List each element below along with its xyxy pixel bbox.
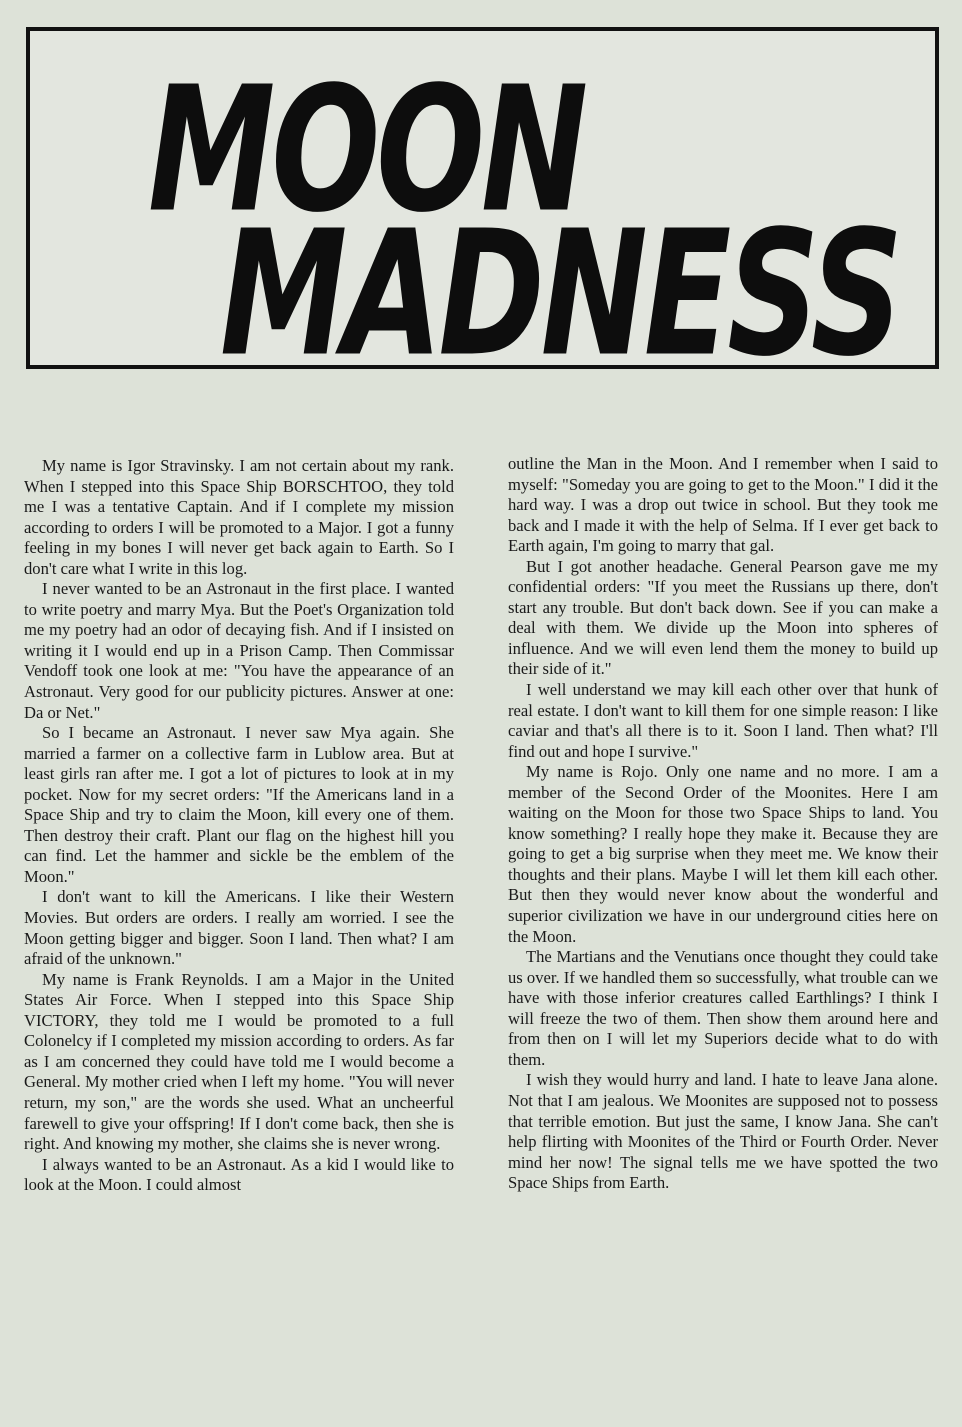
- paragraph: The Martians and the Venutians once thought they could take us over. If we handled them so successfully, what trouble can we have with those inferior creatures called Earthlings? I think I will freeze the two of them. Then show them around here and from then on I will let my Superiors decide what to do with them.: [508, 947, 938, 1069]
- story-columns: [24, 456, 940, 1396]
- paragraph: I wish they would hurry and land. I hate to leave Jana alone. Not that I am jealous. We Moonites are supposed not to possess that terrible emotion. But just the same, I know Jana. She can't help flirting with Moonites of the Third or Fourth Order. Never mind her now! The signal tells me we have spotted the two Space Ships from Earth.: [508, 1070, 938, 1193]
- paragraph: I always wanted to be an Astronaut. As a kid I would like to look at the Moon. I could almost: [24, 1154, 454, 1195]
- paragraph: My name is Rojo. Only one name and no more. I am a member of the Second Order of the Moonites. Here I am waiting on the Moon for those two Space Ships to land. You know something? I really hope they make it. Because they are going to get a big surprise when they meet me. We know their thoughts and their plans. Maybe I will let them kill each other. But then they would never know about the wonderful and superior civilization we have in our underground cities here on the Moon.: [508, 762, 938, 946]
- right-column: [508, 456, 938, 1394]
- paragraph: I don't want to kill the Americans. I like their Western Movies. But orders are orders. I really am worried. I see the Moon getting bigger and bigger. Soon I land. Then what? I am afraid of the unknown.": [24, 887, 454, 969]
- title-box: [26, 27, 939, 396]
- left-column: [24, 456, 454, 1396]
- title-line-madness: MADNESS: [220, 194, 900, 396]
- paragraph: I well understand we may kill each other over that hunk of real estate. I don't want to kill them for one simple reason: I like caviar and that's all there is to it. Soon I land. Then what? I'll find out and hope I survive.": [508, 680, 938, 761]
- paragraph: But I got another headache. General Pearson gave me my confidential orders: "If you meet the Russians up there, don't start any trouble. But don't back down. See if you can make a deal with them. We divide up the Moon into spheres of influence. And we will even lend them the money to build up their side of it.": [508, 556, 938, 679]
- title-line-moon: MOON: [148, 50, 585, 252]
- paragraph: My name is Frank Reynolds. I am a Major in the United States Air Force. When I stepped into this Space Ship VICTORY, they told me I would be promoted to a full Colonelcy if I completed my mission according to orders. As far as I am concerned they could have told me I would become a General. My mother cried when I left my home. "You will never return, my son," are the words she used. What an uncheerful farewell to give your offspring! If I don't come back, then she is right. And knowing my mother, she claims she is never wrong.: [24, 969, 454, 1154]
- paragraph-continuation: outline the Man in the Moon. And I remember when I said to myself: "Someday you are going to get to the Moon." I did it the hard way. I was a drop out twice in school. But they took me back and I made it with the help of Selma. If I ever get back to Earth again, I'm going to marry that gal.: [508, 456, 938, 556]
- paragraph: I never wanted to be an Astronaut in the first place. I wanted to write poetry and marry Mya. But the Poet's Organization told me my poetry had an odor of decaying fish. And if I insisted on writing it I would end up in a Prison Camp. Then Commissar Vendoff took one look at me: "You have the appearance of an Astronaut. Very good for our publicity pictures. Answer at one: Da or Net.": [24, 579, 454, 722]
- paragraph: My name is Igor Stravinsky. I am not certain about my rank. When I stepped into this Space Ship BORSCHTOO, they told me I was a tentative Captain. And if I complete my mission according to orders I will be promoted to a Major. I got a funny feeling in my bones I will never get back again to Earth. So I don't care what I write in this log.: [24, 456, 454, 578]
- paragraph: So I became an Astronaut. I never saw Mya again. She married a farmer on a collective farm in Lublow area. But at least girls ran after me. I got a lot of pictures to look at in my pocket. Now for my secret orders: "If the Americans land in a Space Ship and try to claim the Moon, kill every one of them. Then destroy their craft. Plant our flag on the highest hill you can find. Let the hammer and sickle be the emblem of the Moon.": [24, 723, 454, 886]
